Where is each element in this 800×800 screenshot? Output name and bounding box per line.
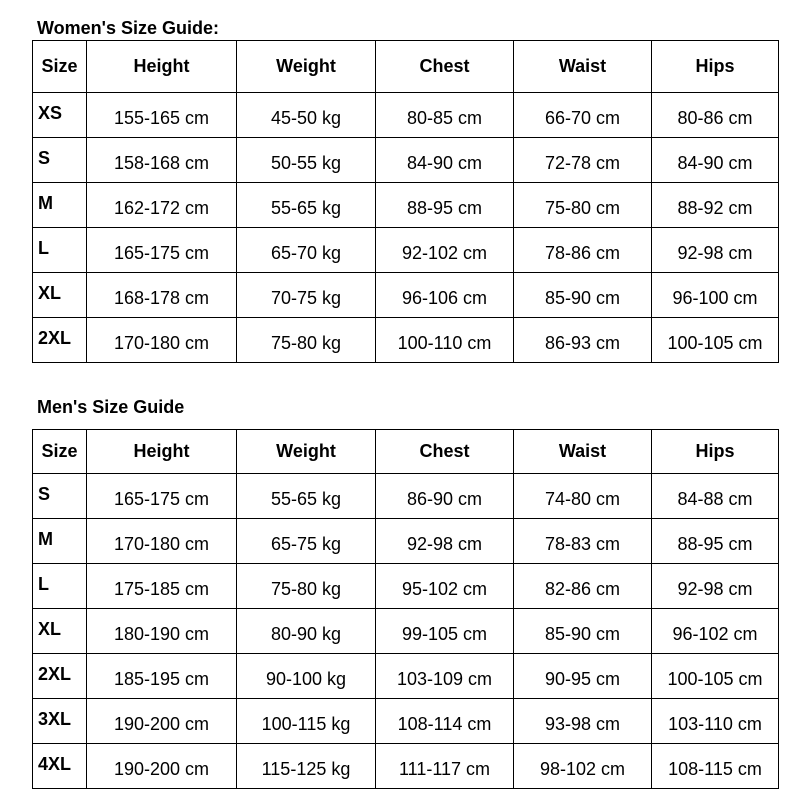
table-row (33, 183, 779, 228)
cell-height: 175-185 cm (87, 564, 237, 609)
cell-waist: 85-90 cm (514, 273, 652, 318)
header-size: Size (33, 430, 87, 474)
cell-hips: 84-90 cm (652, 138, 779, 183)
cell-hips: 100-105 cm (652, 654, 779, 699)
cell-waist: 86-93 cm (514, 318, 652, 363)
header-weight: Weight (237, 41, 376, 93)
cell-weight: 70-75 kg (237, 273, 376, 318)
header-size: Size (33, 41, 87, 93)
cell-height: 168-178 cm (87, 273, 237, 318)
cell-chest: 100-110 cm (376, 318, 514, 363)
cell-chest: 108-114 cm (376, 699, 514, 744)
cell-hips: 80-86 cm (652, 93, 779, 138)
table-row (33, 138, 779, 183)
cell-chest: 111-117 cm (376, 744, 514, 789)
cell-waist: 75-80 cm (514, 183, 652, 228)
header-chest: Chest (376, 430, 514, 474)
cell-height: 165-175 cm (87, 474, 237, 519)
table-row (33, 318, 779, 363)
cell-height: 185-195 cm (87, 654, 237, 699)
table-row (33, 744, 779, 789)
cell-waist: 66-70 cm (514, 93, 652, 138)
cell-hips: 88-95 cm (652, 519, 779, 564)
table-row (33, 519, 779, 564)
cell-chest: 88-95 cm (376, 183, 514, 228)
cell-size: S (33, 138, 87, 183)
cell-chest: 80-85 cm (376, 93, 514, 138)
header-height: Height (87, 430, 237, 474)
header-waist: Waist (514, 430, 652, 474)
cell-waist: 90-95 cm (514, 654, 652, 699)
cell-size: XL (33, 273, 87, 318)
cell-height: 162-172 cm (87, 183, 237, 228)
cell-size: S (33, 474, 87, 519)
cell-weight: 65-75 kg (237, 519, 376, 564)
cell-waist: 78-86 cm (514, 228, 652, 273)
cell-size: 4XL (33, 744, 87, 789)
cell-size: 3XL (33, 699, 87, 744)
cell-weight: 100-115 kg (237, 699, 376, 744)
cell-hips: 92-98 cm (652, 564, 779, 609)
cell-chest: 103-109 cm (376, 654, 514, 699)
cell-hips: 96-102 cm (652, 609, 779, 654)
cell-weight: 65-70 kg (237, 228, 376, 273)
cell-hips: 103-110 cm (652, 699, 779, 744)
cell-chest: 96-106 cm (376, 273, 514, 318)
cell-weight: 55-65 kg (237, 183, 376, 228)
header-waist: Waist (514, 41, 652, 93)
men-size-guide-title: Men's Size Guide (37, 397, 185, 417)
cell-size: 2XL (33, 654, 87, 699)
cell-waist: 85-90 cm (514, 609, 652, 654)
table-row (33, 474, 779, 519)
cell-weight: 55-65 kg (237, 474, 376, 519)
cell-chest: 86-90 cm (376, 474, 514, 519)
cell-waist: 74-80 cm (514, 474, 652, 519)
header-chest: Chest (376, 41, 514, 93)
cell-height: 190-200 cm (87, 744, 237, 789)
header-hips: Hips (652, 41, 779, 93)
women-size-table (32, 40, 779, 363)
cell-chest: 92-98 cm (376, 519, 514, 564)
cell-weight: 50-55 kg (237, 138, 376, 183)
table-row (33, 654, 779, 699)
cell-size: XS (33, 93, 87, 138)
cell-waist: 93-98 cm (514, 699, 652, 744)
cell-chest: 84-90 cm (376, 138, 514, 183)
cell-size: L (33, 564, 87, 609)
men-size-table (32, 429, 779, 789)
cell-chest: 92-102 cm (376, 228, 514, 273)
table-row (33, 699, 779, 744)
cell-weight: 45-50 kg (237, 93, 376, 138)
cell-height: 155-165 cm (87, 93, 237, 138)
cell-size: L (33, 228, 87, 273)
header-height: Height (87, 41, 237, 93)
cell-size: 2XL (33, 318, 87, 363)
cell-weight: 90-100 kg (237, 654, 376, 699)
cell-waist: 98-102 cm (514, 744, 652, 789)
table-row (33, 93, 779, 138)
cell-size: M (33, 183, 87, 228)
cell-hips: 100-105 cm (652, 318, 779, 363)
cell-height: 180-190 cm (87, 609, 237, 654)
cell-weight: 80-90 kg (237, 609, 376, 654)
header-hips: Hips (652, 430, 779, 474)
cell-waist: 72-78 cm (514, 138, 652, 183)
table-header-row (33, 41, 779, 93)
cell-weight: 75-80 kg (237, 564, 376, 609)
cell-height: 158-168 cm (87, 138, 237, 183)
cell-size: XL (33, 609, 87, 654)
table-row (33, 228, 779, 273)
cell-hips: 96-100 cm (652, 273, 779, 318)
cell-hips: 84-88 cm (652, 474, 779, 519)
table-row (33, 609, 779, 654)
cell-waist: 82-86 cm (514, 564, 652, 609)
cell-height: 170-180 cm (87, 318, 237, 363)
cell-weight: 75-80 kg (237, 318, 376, 363)
cell-height: 165-175 cm (87, 228, 237, 273)
cell-waist: 78-83 cm (514, 519, 652, 564)
women-size-guide-title: Women's Size Guide: (37, 18, 219, 38)
table-row (33, 273, 779, 318)
cell-height: 170-180 cm (87, 519, 237, 564)
cell-chest: 95-102 cm (376, 564, 514, 609)
cell-weight: 115-125 kg (237, 744, 376, 789)
cell-size: M (33, 519, 87, 564)
cell-hips: 88-92 cm (652, 183, 779, 228)
cell-hips: 108-115 cm (652, 744, 779, 789)
table-row (33, 564, 779, 609)
header-weight: Weight (237, 430, 376, 474)
cell-hips: 92-98 cm (652, 228, 779, 273)
cell-height: 190-200 cm (87, 699, 237, 744)
table-header-row (33, 430, 779, 474)
cell-chest: 99-105 cm (376, 609, 514, 654)
